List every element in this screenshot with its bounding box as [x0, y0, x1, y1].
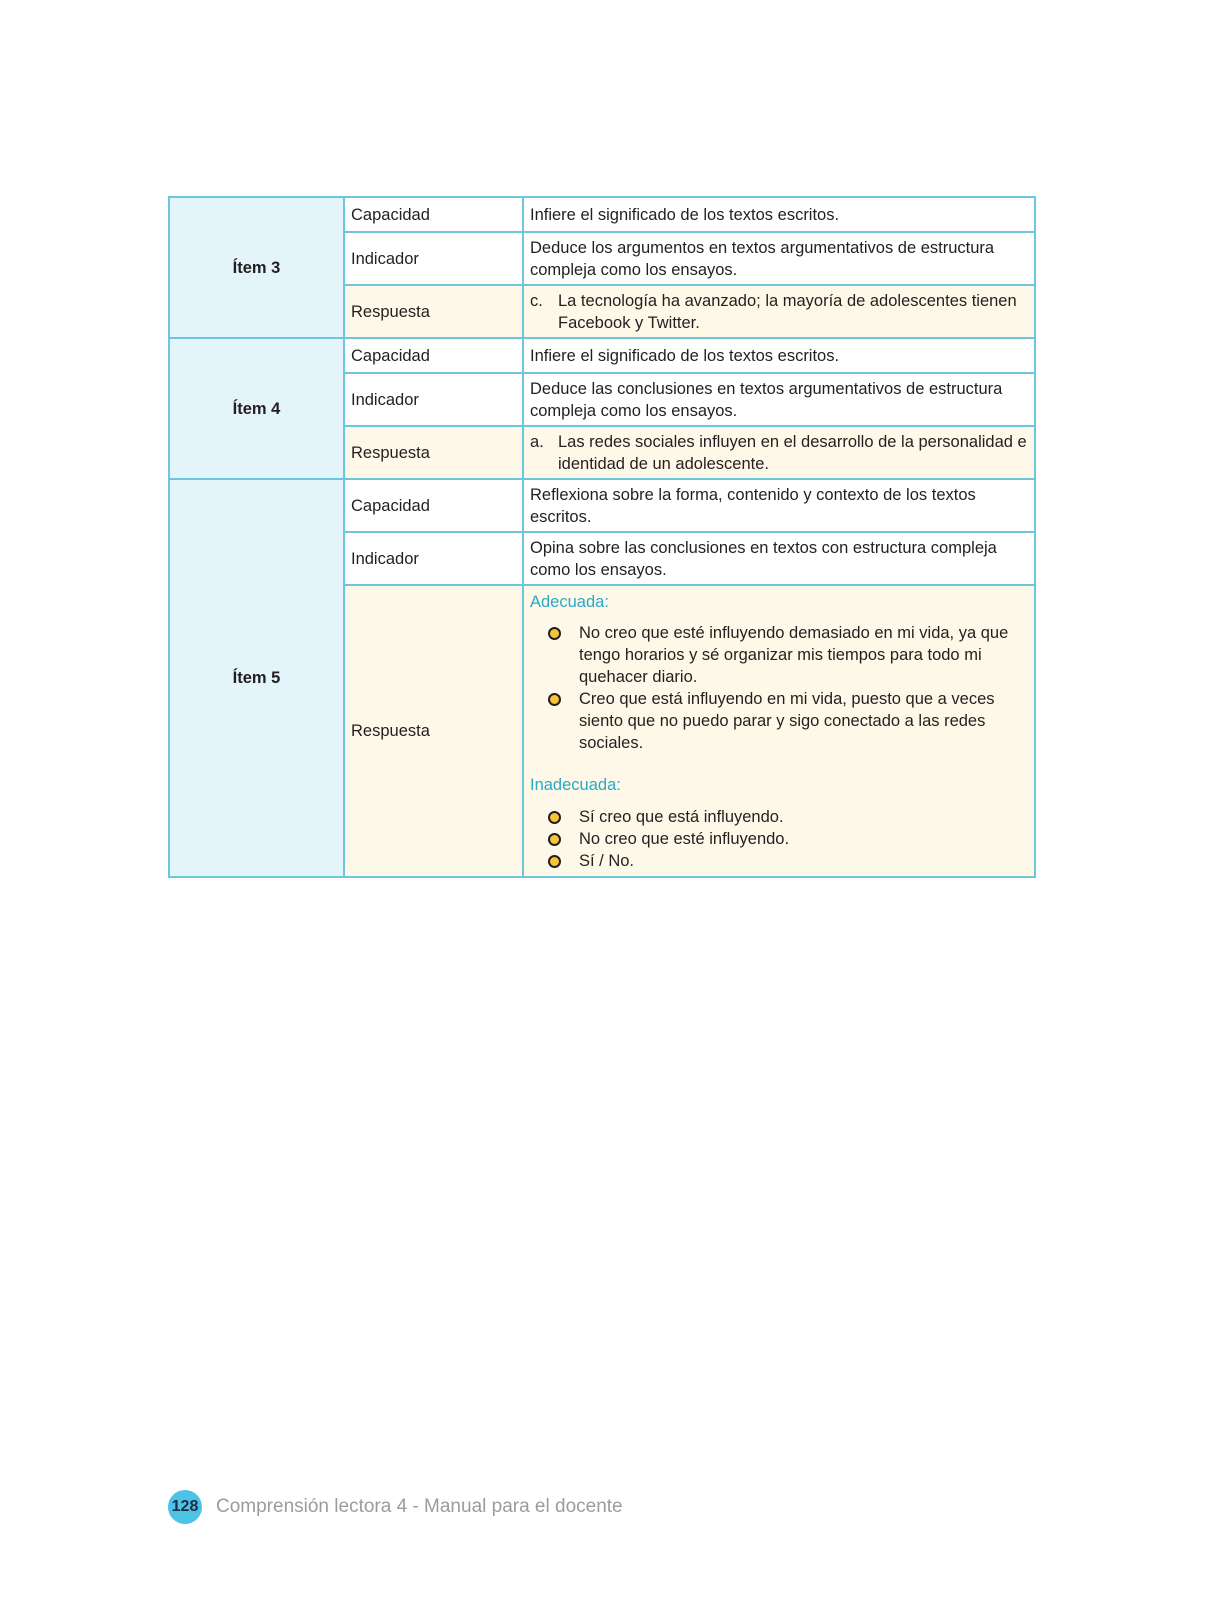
respuesta-label: Respuesta	[344, 285, 523, 338]
page-footer	[168, 1490, 623, 1524]
item-4-indicador: Deduce las conclusiones en textos argumentativos de estructura compleja como los ensayos.	[523, 373, 1035, 426]
page-number: 128	[168, 1490, 202, 1524]
item-5-respuesta	[523, 585, 1035, 877]
item-3-indicador: Deduce los argumentos en textos argumentativos de estructura compleja como los ensayos.	[523, 232, 1035, 285]
indicador-label: Indicador	[344, 532, 523, 585]
evaluation-table	[168, 196, 1036, 878]
table-row	[169, 338, 1035, 373]
inadecuada-answer-1: Sí creo que está influyendo.	[579, 808, 784, 826]
item-5-capacidad: Reflexiona sobre la forma, contenido y contexto de los textos escritos.	[523, 479, 1035, 532]
table-row	[169, 479, 1035, 532]
respuesta-label: Respuesta	[344, 426, 523, 479]
list-item	[548, 806, 1028, 828]
item-4-respuesta	[523, 426, 1035, 479]
adecuada-answer-1: No creo que esté influyendo demasiado en mi vida, ya que tengo horarios y sé organizar mis tiempos para todo mi quehacer diario.	[579, 624, 1009, 686]
item-3-capacidad: Infiere el significado de los textos escritos.	[523, 197, 1035, 232]
list-item	[548, 828, 1028, 850]
list-item	[548, 850, 1028, 872]
adecuada-list	[530, 622, 1028, 754]
bullet-icon	[548, 693, 561, 706]
capacidad-label: Capacidad	[344, 338, 523, 373]
indicador-label: Indicador	[344, 232, 523, 285]
answer-text: La tecnología ha avanzado; la mayoría de adolescentes tienen Facebook y Twitter.	[558, 291, 1017, 332]
inadecuada-list	[530, 806, 1028, 872]
item-3-title: Ítem 3	[169, 197, 344, 338]
answer-letter: c.	[530, 291, 543, 310]
bullet-icon	[548, 833, 561, 846]
item-4-capacidad: Infiere el significado de los textos escritos.	[523, 338, 1035, 373]
list-item	[548, 622, 1028, 688]
indicador-label: Indicador	[344, 373, 523, 426]
inadecuada-title: Inadecuada:	[530, 776, 621, 794]
bullet-icon	[548, 855, 561, 868]
answer-letter: a.	[530, 432, 544, 451]
adecuada-title: Adecuada:	[530, 593, 609, 611]
bullet-icon	[548, 627, 561, 640]
capacidad-label: Capacidad	[344, 197, 523, 232]
capacidad-label: Capacidad	[344, 479, 523, 532]
table-row	[169, 197, 1035, 232]
book-title: Comprensión lectora 4 - Manual para el docente	[216, 1496, 623, 1517]
item-3-respuesta	[523, 285, 1035, 338]
answer-text: Las redes sociales influyen en el desarrollo de la personalidad e identidad de un adolescente.	[558, 432, 1027, 473]
item-5-indicador: Opina sobre las conclusiones en textos con estructura compleja como los ensayos.	[523, 532, 1035, 585]
respuesta-label: Respuesta	[344, 585, 523, 877]
item-4-title: Ítem 4	[169, 338, 344, 479]
adecuada-answer-2: Creo que está influyendo en mi vida, puesto que a veces siento que no puedo parar y sigo conectado a las redes sociales.	[579, 690, 995, 752]
inadecuada-answer-3: Sí / No.	[579, 852, 635, 870]
inadecuada-answer-2: No creo que esté influyendo.	[579, 830, 790, 848]
bullet-icon	[548, 811, 561, 824]
list-item	[548, 688, 1028, 754]
item-5-title: Ítem 5	[169, 479, 344, 877]
